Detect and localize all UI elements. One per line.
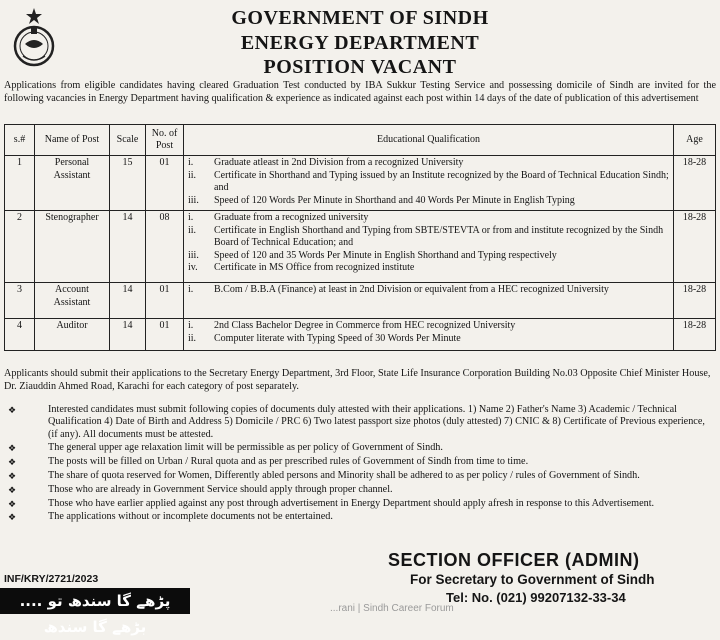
- diamond-bullet-icon: ❖: [8, 405, 17, 415]
- table-row: [5, 319, 716, 351]
- qual-text: Speed of 120 Words Per Minute in Shorthand and 40 Words Per Minute in English Typing: [214, 194, 575, 206]
- header-qualification: Educational Qualification: [184, 125, 674, 156]
- headline-government: GOVERNMENT OF SINDH: [231, 7, 489, 29]
- cell-sno: 1: [5, 156, 35, 211]
- cell-age: 18-28: [674, 156, 716, 211]
- list-item: ❖ Interested candidates must submit following copies of documents duly attested with their applications. 1) Name 2) Father's Name 3) Academic / Technical Qualification 4) Date of Birth and Address 5) Domicile / PRC 6) Two latest passport size photos (duly attested) 7) CNIC & 8) Certificate of Previous experience, (if any). All documents must be attested.: [4, 404, 716, 441]
- cell-posts: 01: [146, 156, 184, 211]
- headline-position-vacant: POSITION VACANT: [263, 56, 457, 78]
- qual-text: Graduate from a recognized university: [214, 212, 369, 223]
- cell-qualification: [184, 211, 674, 283]
- cell-sno: 3: [5, 283, 35, 319]
- list-item: ❖ The general upper age relaxation limit will be permissible as per policy of Government of Sindh.: [4, 442, 716, 454]
- cell-post-name: Personal Assistant: [35, 156, 110, 211]
- qual-text: Certificate in Shorthand and Typing issued by an Institute recognized by the Board of Technical Education Sindh; and: [214, 169, 669, 193]
- headline-department: ENERGY DEPARTMENT: [240, 32, 480, 54]
- diamond-bullet-icon: ❖: [8, 498, 17, 509]
- cell-age: 18-28: [674, 319, 716, 351]
- header-scale: Scale: [110, 125, 146, 156]
- list-item: ❖ The posts will be filled on Urban / Rural quota and as per prescribed rules of Government of Sindh from time to time.: [4, 456, 716, 468]
- reference-number: INF/KRY/2721/2023: [4, 573, 99, 585]
- qual-number: iii.: [188, 194, 199, 206]
- header-sno: s.#: [5, 125, 35, 156]
- list-item: ❖ Those who have earlier applied against any post through advertisement in Energy Department should apply afresh in response to this Advertisement.: [4, 498, 716, 510]
- qual-number: i.: [188, 212, 194, 223]
- watermark-text: ...rani | Sindh Career Forum: [330, 603, 454, 614]
- cell-scale: 15: [110, 156, 146, 211]
- telephone-number: Tel: No. (021) 99207132-33-34: [446, 590, 626, 605]
- cell-posts: 01: [146, 283, 184, 319]
- cell-scale: 14: [110, 283, 146, 319]
- qual-number: i.: [188, 284, 194, 295]
- for-secretary-line: For Secretary to Government of Sindh: [410, 572, 655, 587]
- diamond-bullet-icon: ❖: [8, 457, 17, 468]
- table-row: [5, 211, 716, 283]
- table-header-row: [5, 125, 716, 156]
- qual-text: Certificate in MS Office from recognized institute: [214, 262, 415, 273]
- section-officer-title: SECTION OFFICER (ADMIN): [388, 550, 640, 570]
- intro-paragraph: Applications from eligible candidates having cleared Graduation Test conducted by IBA Sukkur Testing Service and possessing domicile of Sindh are invited for the following vacancies in Energy Department having qualification & experience as indicated against each post within 14 days of the date of publication of this advertisement: [4, 80, 716, 104]
- qual-number: ii.: [188, 332, 197, 344]
- qual-number: ii.: [188, 169, 197, 181]
- qual-text: Computer literate with Typing Speed of 30 Words Per Minute: [214, 332, 461, 344]
- cell-sno: 2: [5, 211, 35, 283]
- cell-scale: 14: [110, 211, 146, 283]
- cell-age: 18-28: [674, 283, 716, 319]
- vacancy-table: [4, 124, 716, 351]
- cell-post-name: Auditor: [35, 319, 110, 351]
- qual-number: i.: [188, 320, 194, 331]
- header-name-of-post: Name of Post: [35, 125, 110, 156]
- qual-text: 2nd Class Bachelor Degree in Commerce from HEC recognized University: [214, 320, 516, 331]
- list-item: ❖ The share of quota reserved for Women, Differently abled persons and Minority shall be adhered to as per policy / rules of Government of Sindh.: [4, 470, 716, 482]
- diamond-bullet-icon: ❖: [8, 443, 17, 454]
- qual-number: i.: [188, 157, 194, 168]
- qual-text: B.Com / B.B.A (Finance) at least in 2nd Division or equivalent from a HEC recognized University: [214, 284, 609, 295]
- cell-post-name: Account Assistant: [35, 283, 110, 319]
- cell-qualification: [184, 156, 674, 211]
- table-row: [5, 156, 716, 211]
- qual-number: iii.: [188, 249, 199, 261]
- qual-number: iv.: [188, 262, 198, 273]
- qual-number: ii.: [188, 224, 197, 236]
- qual-text: Graduate atleast in 2nd Division from a recognized University: [214, 157, 464, 168]
- qual-text: Certificate in English Shorthand and Typing from SBTE/STEVTA or from and institute recognized by the Sindh Board of Technical Education; and: [214, 224, 664, 248]
- cell-post-name: Stenographer: [35, 211, 110, 283]
- cell-age: 18-28: [674, 211, 716, 283]
- diamond-bullet-icon: ❖: [8, 470, 17, 481]
- qual-text: Speed of 120 and 35 Words Per Minute in English Shorthand and Typing respectively: [214, 249, 557, 261]
- cell-posts: 08: [146, 211, 184, 283]
- table-row: [5, 283, 716, 319]
- submission-instructions: Applicants should submit their applications to the Secretary Energy Department, 3rd Floor, State Life Insurance Corporation Building No.03 Opposite Chief Minister House, Dr. Ziauddin Ahmed Road, Karachi for each category of post separately.: [4, 368, 711, 392]
- cell-sno: 4: [5, 319, 35, 351]
- list-item: ❖ The applications without or incomplete documents not be entertained.: [4, 511, 716, 523]
- cell-posts: 01: [146, 319, 184, 351]
- cell-scale: 14: [110, 319, 146, 351]
- diamond-bullet-icon: ❖: [8, 512, 17, 523]
- diamond-bullet-icon: ❖: [8, 484, 17, 495]
- list-item: ❖ Those who are already in Government Service should apply through proper channel.: [4, 484, 716, 496]
- urdu-slogan-banner: پڑھے گا سندھ تو .... بڑھے گا سندھ: [0, 588, 190, 614]
- conditions-list: [4, 404, 716, 525]
- header-no-of-post: No. of Post: [146, 125, 184, 156]
- cell-qualification: [184, 283, 674, 319]
- header-age: Age: [674, 125, 716, 156]
- cell-qualification: [184, 319, 674, 351]
